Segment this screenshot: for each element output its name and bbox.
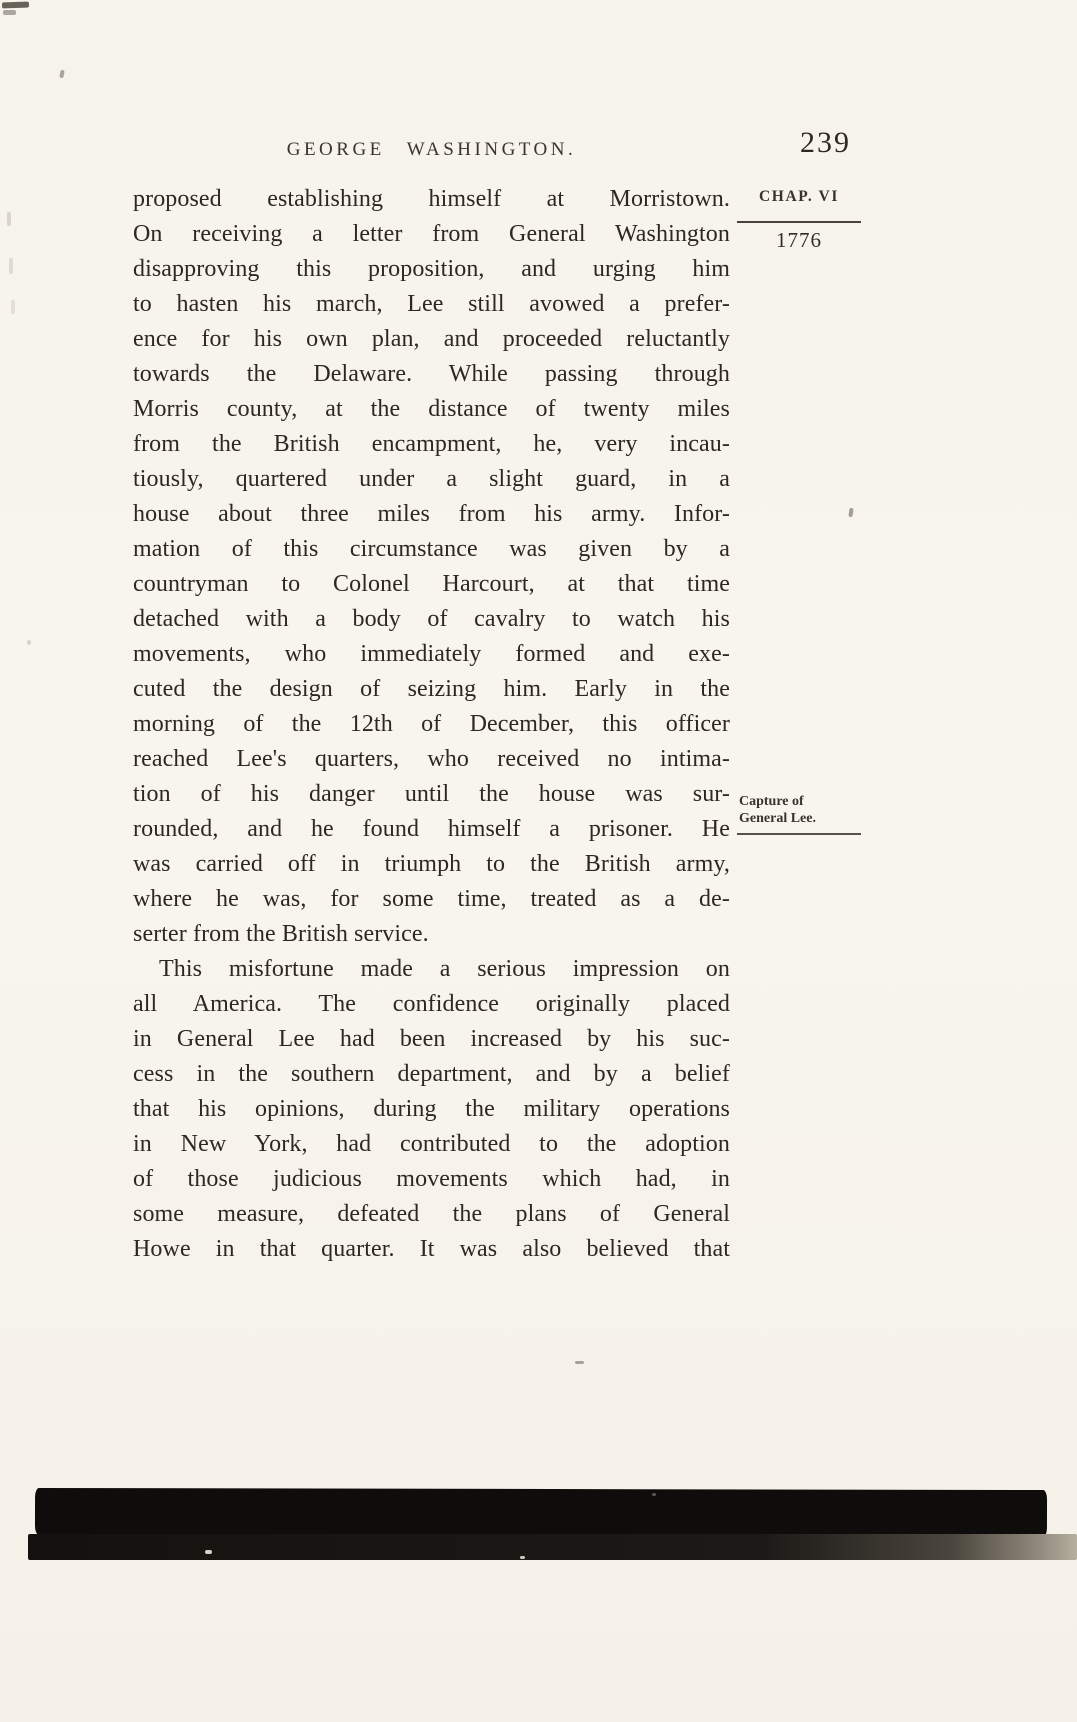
text-line: tiously, quartered under a slight guard, in a bbox=[133, 466, 730, 492]
text-line: ence for his own plan, and proceeded reluctantly bbox=[133, 326, 730, 352]
scan-artifact-corner bbox=[2, 2, 29, 9]
sidenote-line: Capture of bbox=[739, 794, 804, 809]
text-line: towards the Delaware. While passing through bbox=[133, 361, 730, 387]
text-line: from the British encampment, he, very incau- bbox=[133, 431, 730, 457]
text-line: in General Lee had been increased by his suc- bbox=[133, 1026, 730, 1052]
scan-artifact-corner bbox=[3, 10, 16, 15]
text-line: house about three miles from his army. Infor- bbox=[133, 501, 730, 527]
text-line: On receiving a letter from General Washington bbox=[133, 221, 730, 247]
text-line: disapproving this proposition, and urging him bbox=[133, 256, 730, 282]
text-line: to hasten his march, Lee still avowed a prefer- bbox=[133, 291, 730, 317]
text-line: that his opinions, during the military operations bbox=[133, 1096, 730, 1122]
scan-artifact-band-lower bbox=[28, 1534, 1077, 1560]
scan-speck bbox=[520, 1556, 525, 1559]
text-line: all America. The confidence originally placed bbox=[133, 991, 730, 1017]
scan-speck bbox=[11, 300, 15, 314]
running-header-title: GEORGE WASHINGTON. bbox=[286, 139, 577, 160]
sidenote-line: General Lee. bbox=[739, 810, 816, 826]
text-line: reached Lee's quarters, who received no intima- bbox=[133, 746, 730, 772]
text-line: serter from the British service. bbox=[133, 921, 429, 947]
text-line: where he was, for some time, treated as a de- bbox=[133, 886, 730, 912]
text-line: countryman to Colonel Harcourt, at that time bbox=[133, 571, 730, 597]
chapter-label: CHAP. VI bbox=[759, 188, 839, 205]
text-line: rounded, and he found himself a prisoner. He bbox=[133, 816, 730, 842]
text-line: tion of his danger until the house was sur- bbox=[133, 781, 730, 807]
text-line: cuted the design of seizing him. Early in the bbox=[133, 676, 730, 702]
text-line: was carried off in triumph to the British army, bbox=[133, 851, 730, 877]
text-block bbox=[133, 182, 730, 1267]
scan-speck bbox=[205, 1550, 212, 1554]
scan-speck bbox=[652, 1493, 656, 1496]
scan-artifact-band bbox=[35, 1488, 1047, 1537]
scan-speck bbox=[27, 640, 31, 645]
text-line: proposed establishing himself at Morristown. bbox=[133, 186, 730, 212]
text-line: cess in the southern department, and by a belief bbox=[133, 1061, 730, 1087]
text-line: movements, who immediately formed and exe- bbox=[133, 641, 730, 667]
text-line: some measure, defeated the plans of General bbox=[133, 1201, 730, 1227]
text-line: in New York, had contributed to the adoption bbox=[133, 1131, 730, 1157]
scan-speck bbox=[59, 70, 65, 79]
text-line: Morris county, at the distance of twenty miles bbox=[133, 396, 730, 422]
scan-speck bbox=[9, 258, 13, 274]
sidenote-rule bbox=[737, 833, 861, 835]
sidenote-capture-of-general-lee bbox=[739, 794, 865, 827]
margin-rule bbox=[737, 221, 861, 223]
scan-speck bbox=[7, 212, 11, 226]
text-line: mation of this circumstance was given by a bbox=[133, 536, 730, 562]
year-label: 1776 bbox=[776, 228, 822, 252]
text-line: of those judicious movements which had, in bbox=[133, 1166, 730, 1192]
text-line: morning of the 12th of December, this officer bbox=[133, 711, 730, 737]
text-line: Howe in that quarter. It was also believed that bbox=[133, 1236, 730, 1262]
page-number: 239 bbox=[800, 126, 851, 159]
scan-speck bbox=[848, 508, 853, 517]
text-line: This misfortune made a serious impression on bbox=[159, 956, 730, 982]
text-line: detached with a body of cavalry to watch his bbox=[133, 606, 730, 632]
scan-speck bbox=[575, 1361, 584, 1364]
